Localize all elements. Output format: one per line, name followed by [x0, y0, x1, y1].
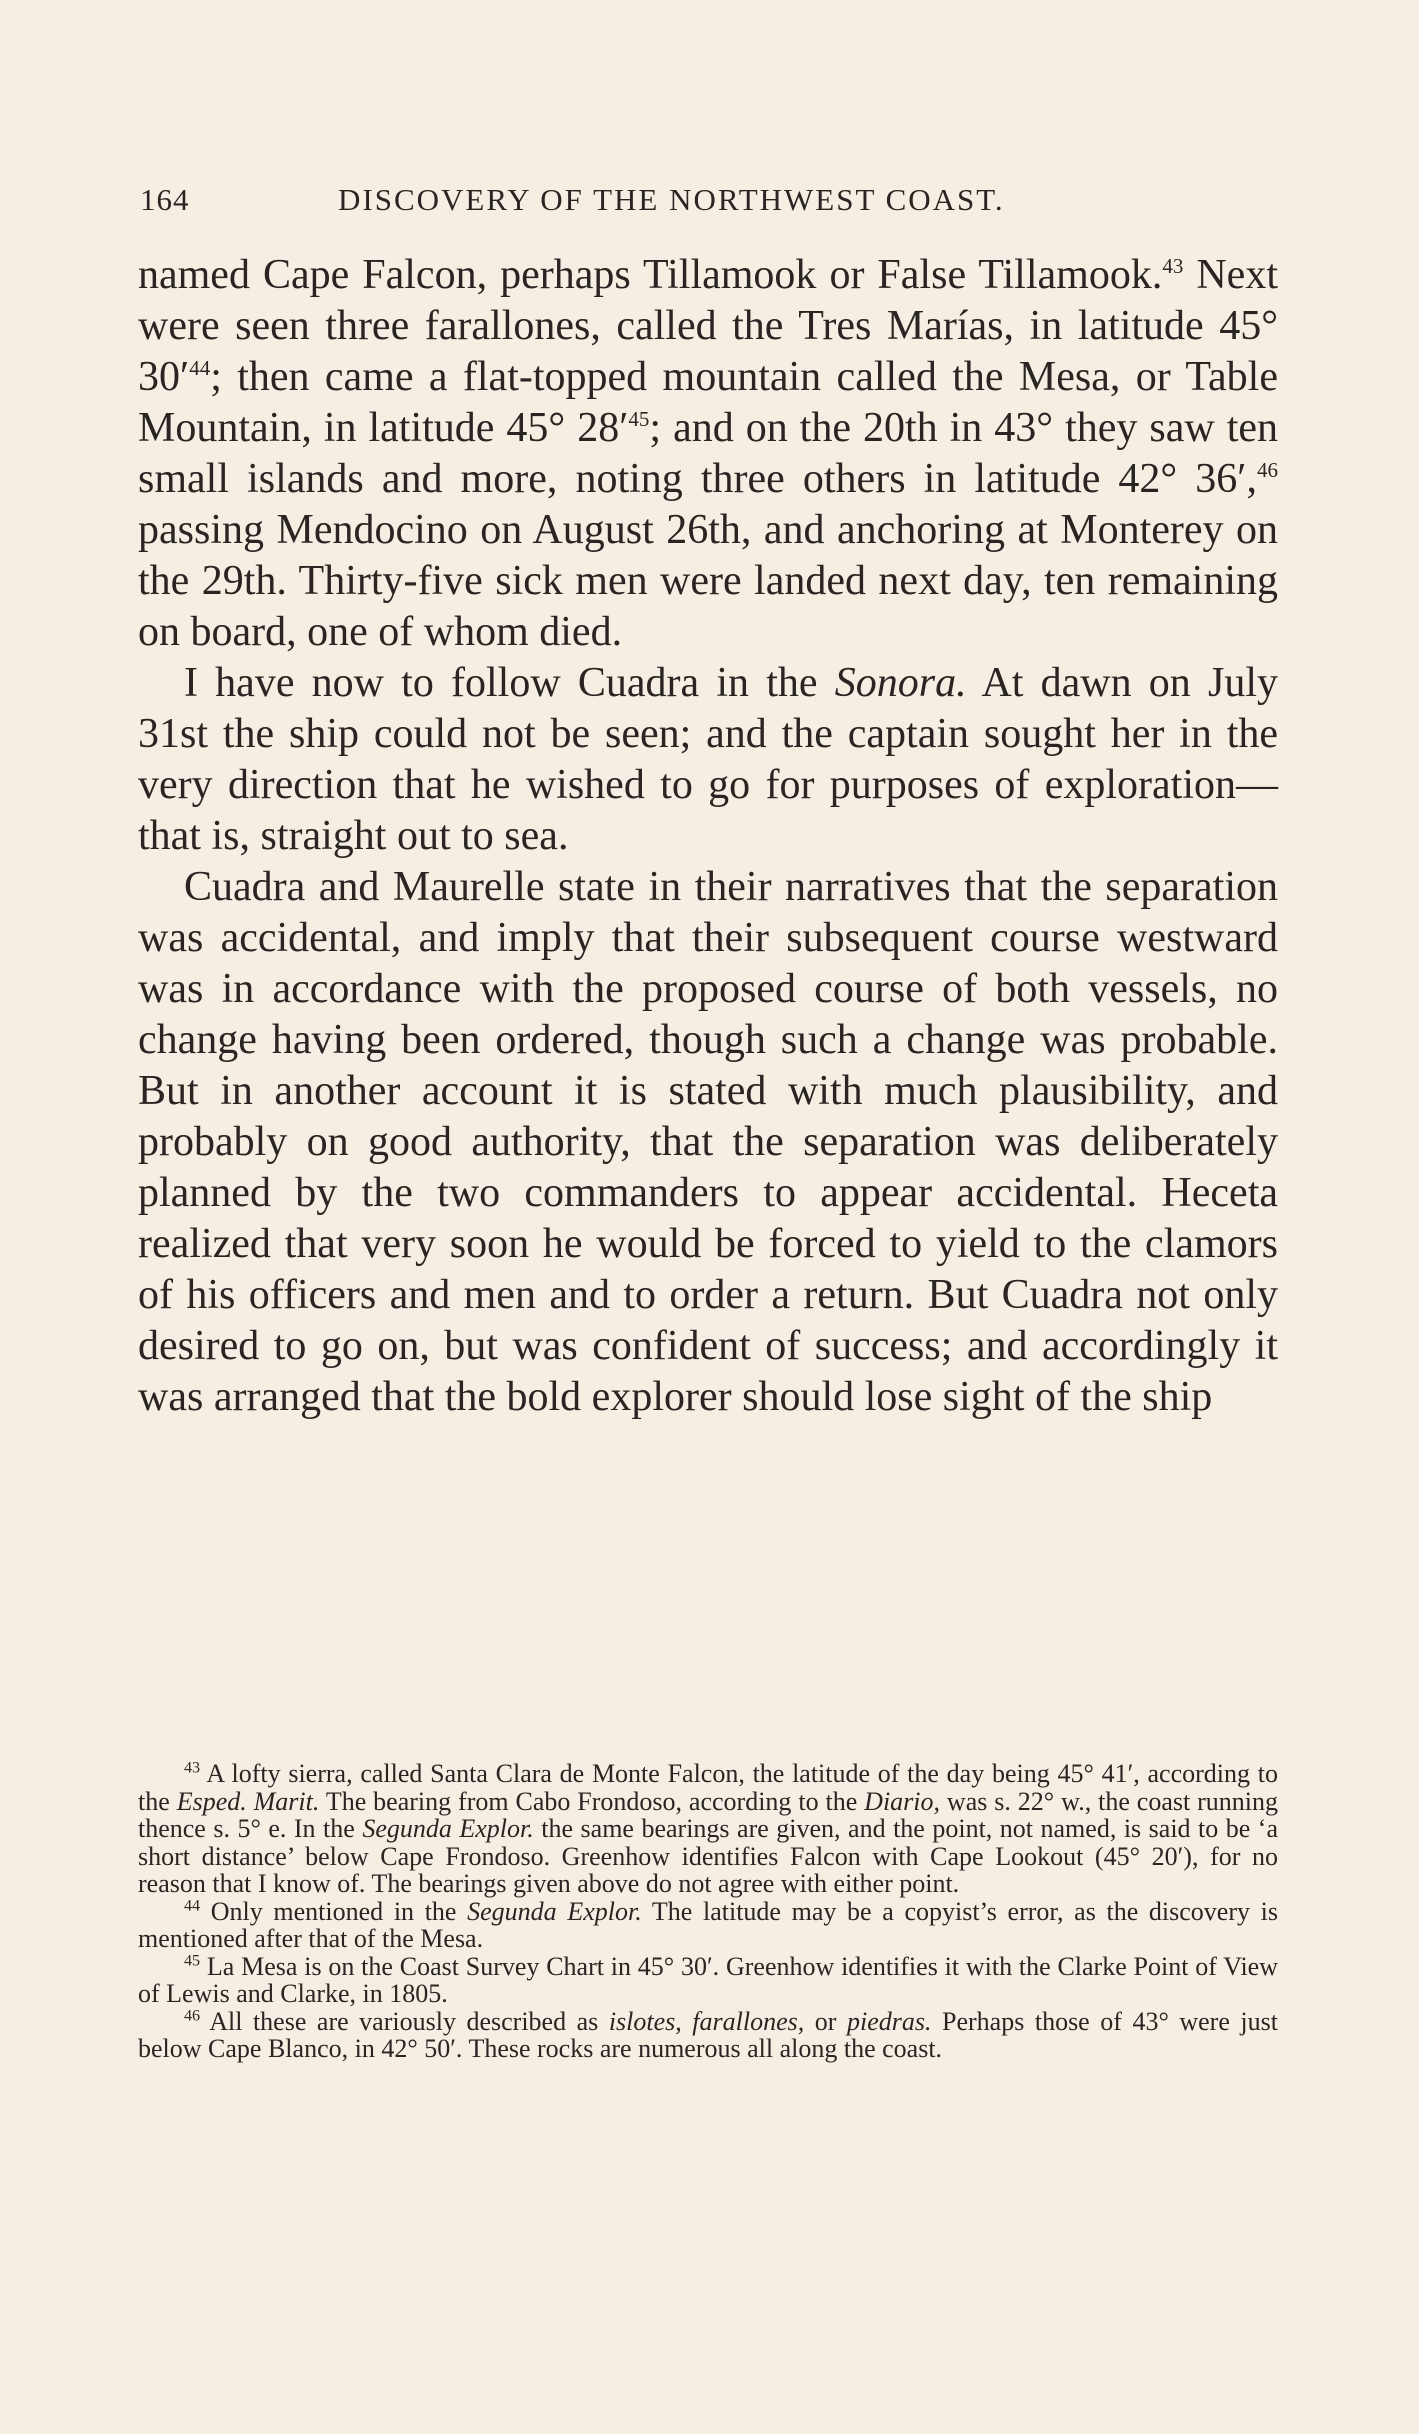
footnote-number: 44 [184, 1896, 201, 1914]
footnote-ref-45: 45 [628, 407, 650, 431]
footnote-ref-43: 43 [1162, 254, 1184, 278]
footnote-ref-46: 46 [1257, 458, 1278, 482]
paragraph-2: I have now to follow Cuadra in the Sonora. At dawn on July 31st the ship could not be seen; and the captain sought her in the very direction that he wished to go for purposes of exploration—that is, straight out to sea. [138, 660, 1279, 859]
footnote-number: 43 [184, 1759, 201, 1777]
footnotes [138, 1760, 1278, 2063]
book-page [138, 182, 1279, 2063]
footnote-number: 46 [184, 2006, 201, 2024]
page-number: 164 [140, 182, 190, 217]
footnote-45: $^{45}$ La Mesa is on the Coast Survey Chart in 45° 30′. Greenhow identifies it with the Clarke Point of View of Lewis and Clarke, in 1805. [138, 1951, 1278, 2008]
footnote-44: $^{44}$ Only mentioned in the Segunda Explor. The latitude may be a copyist’s error, as the discovery is mentioned after that of the Mesa. [138, 1896, 1278, 1953]
page-header [138, 182, 1278, 232]
main-text [138, 250, 1278, 1423]
paragraph-3: Cuadra and Maurelle state in their narratives that the separation was accidental, and imply that their subsequent course westward was in accordance with the proposed course of both vessels, no change having been ordered, though such a change was probable. But in another account it is stated with much plausibility, and probably on good authority, that the separation was deliberately planned by the two commanders to appear accidental. Heceta realized that very soon he would be forced to yield to the clamors of his officers and men and to order a return. But Cuadra not only desired to go on, but was confident of success; and accordingly it was arranged that the bold explorer should lose sight of the ship [138, 864, 1278, 1420]
ship-name: Sonora. [834, 660, 967, 706]
footnote-46: $^{46}$ All these are variously described as islotes, farallones, or piedras. Perhaps those of 43° were just below Cape Blanco, in 42° 50′. These rocks are numerous all along the coast. [138, 2006, 1278, 2063]
paragraph-1: named Cape Falcon, perhaps Tillamook or False Tillamook.$^{43}$ Next were seen three farallones, called the Tres Marías, in latitude 45° $30'^{44}$; then came a flat-topped mountain called the Mesa, or Table Mountain, in latitude 45° $28'^{45}$; and on the 20th in 43° they saw ten small islands and more, noting three others in latitude 42° 36′,$^{46}$ passing Mendocino on August 26th, and anchoring at Monterey on the 29th. Thirty-five sick men were landed next day, ten remaining on board, one of whom died. [138, 252, 1279, 655]
footnote-43: $^{43}$ A lofty sierra, called Santa Clara de Monte Falcon, the latitude of the day being 45° 41′, according to the Esped. Marit. The bearing from Cabo Frondoso, according to the Diario, was s. 22° w., the coast running thence s. 5° e. In the Segunda Explor. the same bearings are given, and the point, not named, is said to be ‘a short distance’ below Cape Frondoso. Greenhow identifies Falcon with Cape Lookout (45° 20′), for no reason that I know of. The bearings given above do not agree with either point. [138, 1759, 1279, 1898]
footnote-ref-44: 44 [189, 356, 211, 380]
footnote-number: 45 [184, 1951, 201, 1969]
running-title: DISCOVERY OF THE NORTHWEST COAST. [338, 182, 1005, 217]
